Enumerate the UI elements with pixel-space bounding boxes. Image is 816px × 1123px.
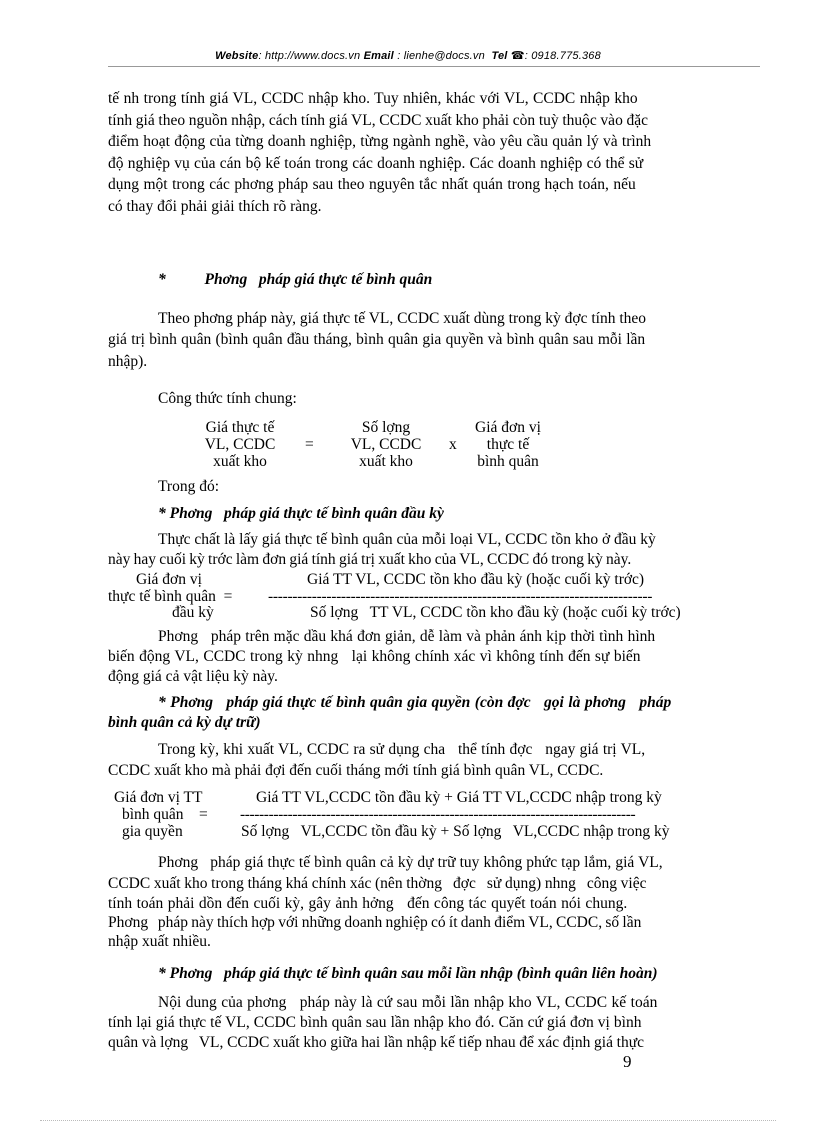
- formula-term: xuất kho: [359, 453, 413, 470]
- tel-value: : 0918.775.368: [524, 50, 601, 62]
- header-divider: [108, 66, 760, 67]
- formula-term: VL, CCDC: [350, 436, 422, 453]
- text-line: tính lại giá thực tế VL, CCDC bình quân sau lần nhập kho đó. Căn cứ giá đơn vị bình: [108, 1014, 642, 1031]
- website-label: Website: [215, 50, 259, 62]
- text-line: Phơng pháp trên mặc dầu khá đơn giản, dễ làm và phản ánh kịp thời tình hình: [158, 628, 656, 645]
- formula-term: bình quân: [477, 453, 539, 470]
- text-line: Thực chất là lấy giá thực tế bình quân của mỗi loại VL, CCDC tồn kho ở đầu kỳ: [158, 531, 656, 548]
- footer-divider: [40, 1120, 776, 1121]
- section-heading: bình quân cả kỳ dự trữ): [108, 714, 261, 731]
- text-line: dụng một trong các phơng pháp sau theo nguyên tắc nhất quán trong hạch toán, nếu: [108, 176, 636, 193]
- text-line: điểm hoạt động của từng doanh nghiệp, từng ngành nghề, vào yêu cầu quản lý và trình: [108, 133, 652, 150]
- page-number: 9: [623, 1052, 632, 1071]
- text-line: có thay đổi phải giải thích rõ ràng.: [108, 198, 322, 215]
- trong-do-label: Trong đó:: [158, 478, 220, 495]
- formula-divider: -----------------------------------------------------------------------------------: [240, 806, 636, 823]
- formula-denominator: Số lợng TT VL, CCDC tồn kho đầu kỳ (hoặc cuối kỳ trớc): [310, 604, 681, 621]
- formula-numerator: Giá TT VL, CCDC tồn kho đầu kỳ (hoặc cuối kỳ trớc): [307, 571, 645, 588]
- formula-intro: Công thức tính chung:: [158, 390, 297, 407]
- text-line: độ nghiệp vụ của cán bộ kế toán trong các doanh nghiệp. Các doanh nghiệp có thể sử: [108, 155, 644, 172]
- section-heading: * Phơng pháp giá thực tế bình quân: [158, 271, 433, 288]
- multiply-sign: x: [449, 436, 457, 453]
- formula-denominator: Số lợng VL,CCDC tồn đầu kỳ + Số lợng VL,CCDC nhập trong kỳ: [241, 823, 670, 840]
- formula-left: bình quân =: [122, 806, 208, 823]
- page-header: [0, 49, 816, 62]
- formula-term: xuất kho: [213, 453, 267, 470]
- formula-divider: -------------------------------------------------------------------------------: [268, 588, 653, 605]
- formula-term: Số lợng: [361, 419, 411, 436]
- formula-left: Giá đơn vị TT: [114, 789, 203, 806]
- text-line: Nội dung của phơng pháp này là cứ sau mỗi lần nhập kho VL, CCDC kế toán: [158, 994, 658, 1011]
- phone-icon: ☎: [510, 50, 525, 62]
- email-label: Email: [363, 50, 394, 62]
- text-line: CCDC xuất kho trong tháng khá chính xác (nên thờng đợc sử dụng) nhng công việc: [108, 875, 647, 892]
- text-line: này hay cuối kỳ trớc làm đơn giá tính giá trị xuất kho của VL, CCDC đó trong kỳ này.: [108, 551, 632, 568]
- text-line: giá trị bình quân (bình quân đầu tháng, bình quân gia quyền và bình quân sau mỗi lần: [108, 331, 646, 348]
- formula-left: đầu kỳ: [172, 604, 214, 621]
- section-heading: * Phơng pháp giá thực tế bình quân gia quyền (còn đợc gọi là phơng pháp: [158, 694, 672, 711]
- text-line: tế nh trong tính giá VL, CCDC nhập kho. Tuy nhiên, khác với VL, CCDC nhập kho: [108, 90, 638, 107]
- formula-left: thực tế bình quân =: [108, 588, 233, 605]
- text-line: tính toán phải dồn đến cuối kỳ, gây ảnh hởng đến công tác quyết toán nói chung.: [108, 895, 628, 912]
- section-heading: * Phơng pháp giá thực tế bình quân sau mỗi lần nhập (bình quân liên hoàn): [158, 965, 658, 982]
- text-line: động giá cả vật liệu kỳ này.: [108, 668, 278, 685]
- text-line: quân và lợng VL, CCDC xuất kho giữa hai lần nhập kế tiếp nhau để xác định giá thực: [108, 1034, 644, 1051]
- text-line: Phơng pháp giá thực tế bình quân cả kỳ dự trữ tuy không phức tạp lắm, giá VL,: [158, 854, 663, 871]
- formula-term: thực tế: [486, 436, 530, 453]
- formula-term: Giá đơn vị: [475, 419, 541, 436]
- text-line: tính giá theo nguồn nhập, cách tính giá VL, CCDC xuất kho phải còn tuỳ thuộc vào đặc: [108, 112, 649, 129]
- section-heading: * Phơng pháp giá thực tế bình quân đầu kỳ: [158, 505, 444, 522]
- equals-sign: =: [305, 436, 314, 453]
- tel-label: Tel: [491, 50, 508, 62]
- text-line: CCDC xuất kho mà phải đợi đến cuối tháng mới tính giá bình quân VL, CCDC.: [108, 762, 604, 779]
- formula-term: Giá thực tế: [205, 419, 275, 436]
- formula-left: Giá đơn vị: [136, 571, 202, 588]
- text-line: nhập).: [108, 353, 148, 370]
- text-line: Theo phơng pháp này, giá thực tế VL, CCDC xuất dùng trong kỳ đợc tính theo: [158, 310, 647, 327]
- email-value: : lienhe@docs.vn: [397, 50, 485, 62]
- text-line: Trong kỳ, khi xuất VL, CCDC ra sử dụng cha thể tính đợc ngay giá trị VL,: [158, 741, 646, 758]
- text-line: Phơng pháp này thích hợp với những doanh nghiệp có ít danh điểm VL, CCDC, số lần: [108, 914, 642, 931]
- formula-term: VL, CCDC: [204, 436, 276, 453]
- text-line: biến động VL, CCDC trong kỳ nhng lại không chính xác vì không tính đến sự biến: [108, 648, 641, 665]
- formula-numerator: Giá TT VL,CCDC tồn đầu kỳ + Giá TT VL,CCDC nhập trong kỳ: [256, 789, 662, 806]
- website-value: : http://www.docs.vn: [258, 50, 361, 62]
- text-line: nhập xuất nhiều.: [108, 933, 211, 950]
- formula-left: gia quyền: [122, 823, 183, 840]
